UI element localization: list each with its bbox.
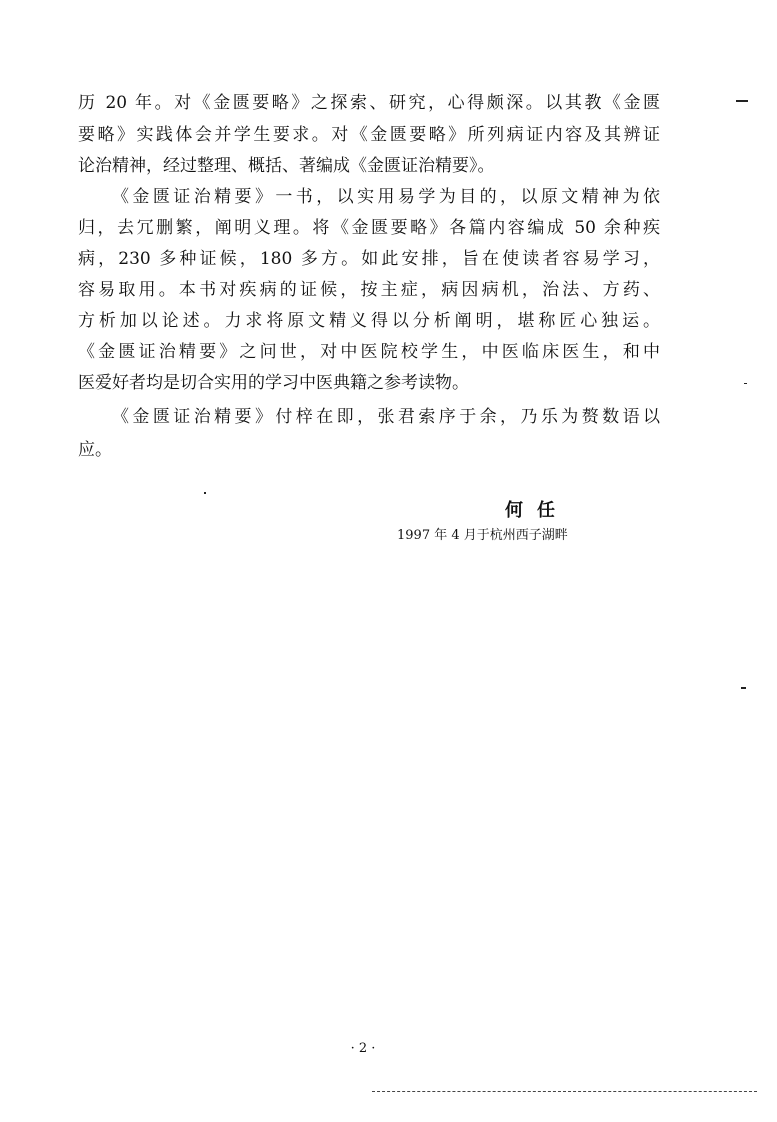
page-number: · 2 ·	[350, 1041, 376, 1056]
signature-date: 1997 年 4 月于杭州西子湖畔	[397, 528, 568, 543]
text-line: 医爱好者均是切合实用的学习中医典籍之参考读物。	[78, 373, 469, 393]
text-line: 要略》实践体会并学生要求。对《金匮要略》所列病证内容及其辨证	[78, 125, 660, 145]
scan-mark	[741, 687, 746, 689]
footer-rule	[372, 1091, 757, 1092]
text-line: 方析加以论述。力求将原文精义得以分析阐明，堪称匠心独运。	[78, 311, 660, 331]
text-line: 《金匮证治精要》之问世，对中医院校学生，中医临床医生，和中	[78, 342, 660, 362]
text-line: 历 20 年。对《金匮要略》之探索、研究，心得颇深。以其教《金匮	[78, 93, 660, 113]
author-signature: 何任	[505, 500, 569, 521]
scan-mark	[204, 492, 206, 494]
text-line: 应。	[78, 440, 112, 460]
text-line: 论治精神，经过整理、概括、著编成《金匮证治精要》。	[78, 156, 495, 176]
text-line: 《金匮证治精要》一书，以实用易学为目的，以原文精神为依	[112, 187, 660, 207]
scan-mark	[744, 383, 747, 384]
text-line: 容易取用。本书对疾病的证候，按主症，病因病机，治法、方药、	[78, 280, 660, 300]
scan-mark	[736, 100, 748, 102]
text-line: 《金匮证治精要》付梓在即，张君索序于余，乃乐为赘数语以	[112, 407, 660, 427]
text-line: 归，去冗删繁，阐明义理。将《金匮要略》各篇内容编成 50 余种疾	[78, 218, 660, 238]
text-line: 病，230 多种证候，180 多方。如此安排，旨在使读者容易学习，	[78, 249, 660, 269]
